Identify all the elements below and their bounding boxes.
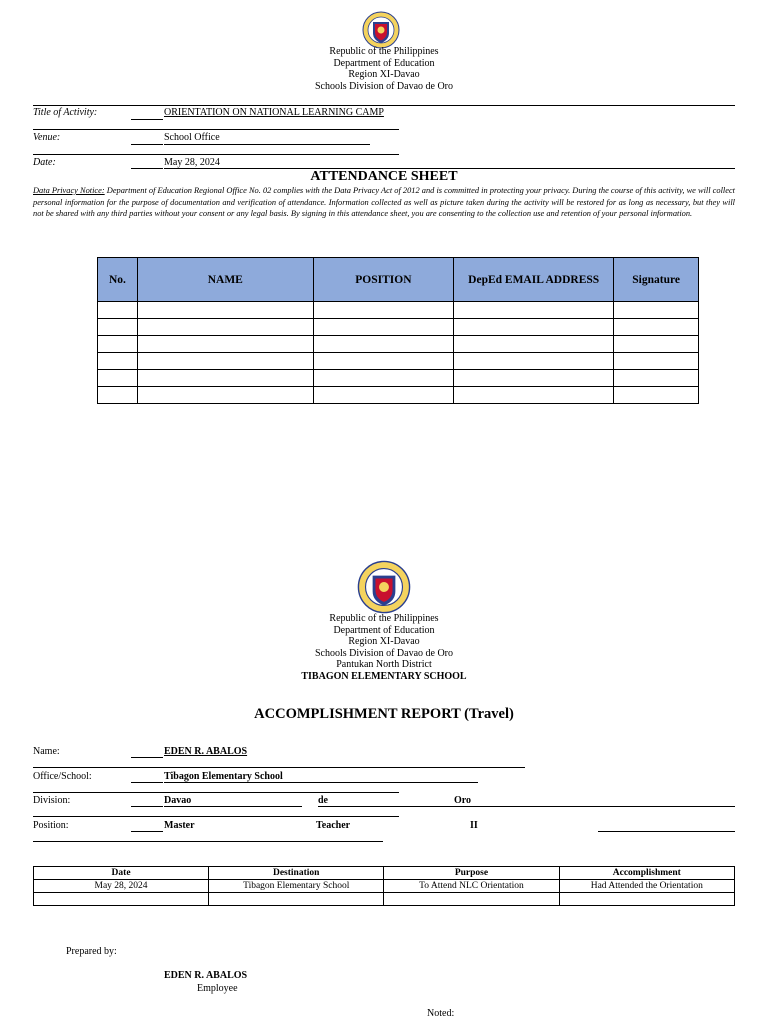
header2-lines	[0, 613, 768, 682]
attendance-header-row	[98, 258, 699, 302]
table-cell[interactable]	[313, 353, 453, 370]
deped-seal-icon	[357, 560, 411, 614]
column-header: NAME	[137, 258, 313, 302]
table-cell: May 28, 2024	[34, 880, 209, 893]
column-header: Signature	[614, 258, 699, 302]
attendance-title: ATTENDANCE SHEET	[310, 169, 458, 184]
table-cell[interactable]	[614, 370, 699, 387]
field-rule	[33, 841, 383, 842]
division-label: Division:	[33, 795, 71, 806]
office-label: Office/School:	[33, 771, 92, 782]
table-cell[interactable]	[454, 302, 614, 319]
privacy-label: Data Privacy Notice:	[33, 186, 105, 195]
table-cell[interactable]	[614, 387, 699, 404]
activity-date-value: May 28, 2024	[164, 157, 220, 168]
table-cell[interactable]	[559, 893, 734, 906]
table-cell[interactable]	[34, 893, 209, 906]
table-cell: To Attend NLC Orientation	[384, 880, 559, 893]
table-cell[interactable]	[614, 302, 699, 319]
table-row	[98, 353, 699, 370]
table-cell[interactable]	[313, 370, 453, 387]
table-cell[interactable]	[454, 353, 614, 370]
header1-line: Department of Education	[333, 57, 435, 69]
table-cell[interactable]	[137, 387, 313, 404]
table-row	[98, 319, 699, 336]
division-part: Oro	[454, 795, 472, 806]
table-cell[interactable]	[454, 370, 614, 387]
field-rule	[33, 154, 399, 155]
column-header: Purpose	[384, 867, 559, 880]
table-cell[interactable]	[313, 336, 453, 353]
table-row	[98, 302, 699, 319]
table-cell[interactable]	[454, 336, 614, 353]
activity-venue-underline	[131, 144, 163, 145]
name-label: Name:	[33, 746, 60, 757]
division-underline	[454, 806, 735, 807]
division-underline	[131, 806, 163, 807]
table-cell[interactable]	[614, 319, 699, 336]
table-row	[34, 893, 735, 906]
table-row	[98, 370, 699, 387]
activity-title-label: Title of Activity:	[33, 107, 98, 118]
position-part: Master	[164, 820, 195, 831]
activity-title-underline	[131, 119, 163, 120]
header1-line: Region XI-Davao	[348, 69, 420, 80]
table-cell[interactable]	[98, 336, 138, 353]
table-cell[interactable]	[137, 302, 313, 319]
table-cell[interactable]	[454, 387, 614, 404]
table-cell[interactable]	[614, 336, 699, 353]
accomplishment-header-row	[34, 867, 735, 880]
column-header: Destination	[209, 867, 384, 880]
position-part: Teacher	[316, 820, 351, 831]
table-cell[interactable]	[137, 336, 313, 353]
header1-lines	[0, 46, 768, 92]
position-part: II	[470, 820, 478, 831]
attendance-table	[97, 257, 699, 404]
table-cell[interactable]	[98, 370, 138, 387]
deped-seal-icon	[362, 11, 400, 49]
table-cell[interactable]	[313, 319, 453, 336]
prepared-by-label: Prepared by:	[66, 946, 117, 957]
table-cell[interactable]	[313, 302, 453, 319]
table-cell[interactable]	[98, 302, 138, 319]
table-cell: Tibagon Elementary School	[209, 880, 384, 893]
division-underline	[318, 806, 454, 807]
report-title: ACCOMPLISHMENT REPORT (Travel)	[254, 706, 514, 722]
position-underline	[131, 831, 163, 832]
office-value: Tibagon Elementary School	[164, 771, 283, 782]
table-cell[interactable]	[313, 387, 453, 404]
column-header: Date	[34, 867, 209, 880]
position-label: Position:	[33, 820, 69, 831]
column-header: No.	[98, 258, 138, 302]
field-rule	[33, 792, 399, 793]
table-cell: Had Attended the Orientation	[559, 880, 734, 893]
preparer-name: EDEN R. ABALOS	[164, 970, 248, 981]
privacy-text: Department of Education Regional Office No. 02 complies with the Data Privacy Act of 2012 and is committed in protecting your privacy. During the course of this activity, we will collect personal information for the purpose of documentation and verification of attendance. Information collected as well as picture taken during the activity will be restored for as long as necessary, but they will not be shared with any third parties without your consent or any legal basis. By signing in this attendance sheet, you are consenting to the collection use and retention of your personal information.	[33, 186, 735, 219]
school-name: TIBAGON ELEMENTARY SCHOOL	[301, 670, 467, 682]
activity-venue-label: Venue:	[33, 132, 61, 143]
table-cell[interactable]	[137, 370, 313, 387]
table-row	[98, 336, 699, 353]
column-header: Accomplishment	[559, 867, 734, 880]
position-underline	[598, 831, 735, 832]
column-header: DepEd EMAIL ADDRESS	[454, 258, 614, 302]
division-part: de	[318, 795, 328, 806]
header1-rule	[33, 105, 735, 106]
header1-line: Schools Division of Davao de Oro	[314, 80, 454, 92]
preparer-role: Employee	[197, 983, 238, 994]
activity-venue-underline	[164, 144, 370, 145]
activity-venue-value: School Office	[164, 132, 220, 143]
name-underline	[131, 757, 163, 758]
activity-date-label: Date:	[33, 157, 56, 168]
privacy-notice	[33, 185, 735, 220]
office-underline	[164, 782, 478, 783]
accomplishment-table	[33, 866, 735, 906]
office-underline	[131, 782, 163, 783]
header2-line: Schools Division of Davao de Oro	[314, 647, 454, 659]
table-cell[interactable]	[98, 353, 138, 370]
noted-label: Noted:	[427, 1008, 455, 1019]
division-part: Davao	[164, 795, 192, 806]
table-row	[98, 387, 699, 404]
header2-line: Region XI-Davao	[348, 636, 420, 647]
activity-title-value: ORIENTATION ON NATIONAL LEARNING CAMP	[164, 107, 384, 118]
table-cell[interactable]	[614, 353, 699, 370]
table-row	[34, 880, 735, 893]
table-cell[interactable]	[384, 893, 559, 906]
table-cell[interactable]	[209, 893, 384, 906]
table-cell[interactable]	[137, 353, 313, 370]
header2-line: Pantukan North District	[336, 659, 432, 670]
field-rule	[33, 129, 399, 130]
table-cell[interactable]	[98, 319, 138, 336]
field-rule	[33, 816, 399, 817]
table-cell[interactable]	[454, 319, 614, 336]
name-value: EDEN R. ABALOS	[164, 746, 248, 757]
table-cell[interactable]	[98, 387, 138, 404]
table-cell[interactable]	[137, 319, 313, 336]
header2-line: Republic of the Philippines	[329, 613, 439, 624]
column-header: POSITION	[313, 258, 453, 302]
field-rule	[33, 767, 525, 768]
header1-line: Republic of the Philippines	[329, 46, 439, 57]
header2-line: Department of Education	[333, 624, 435, 636]
division-underline	[164, 806, 302, 807]
